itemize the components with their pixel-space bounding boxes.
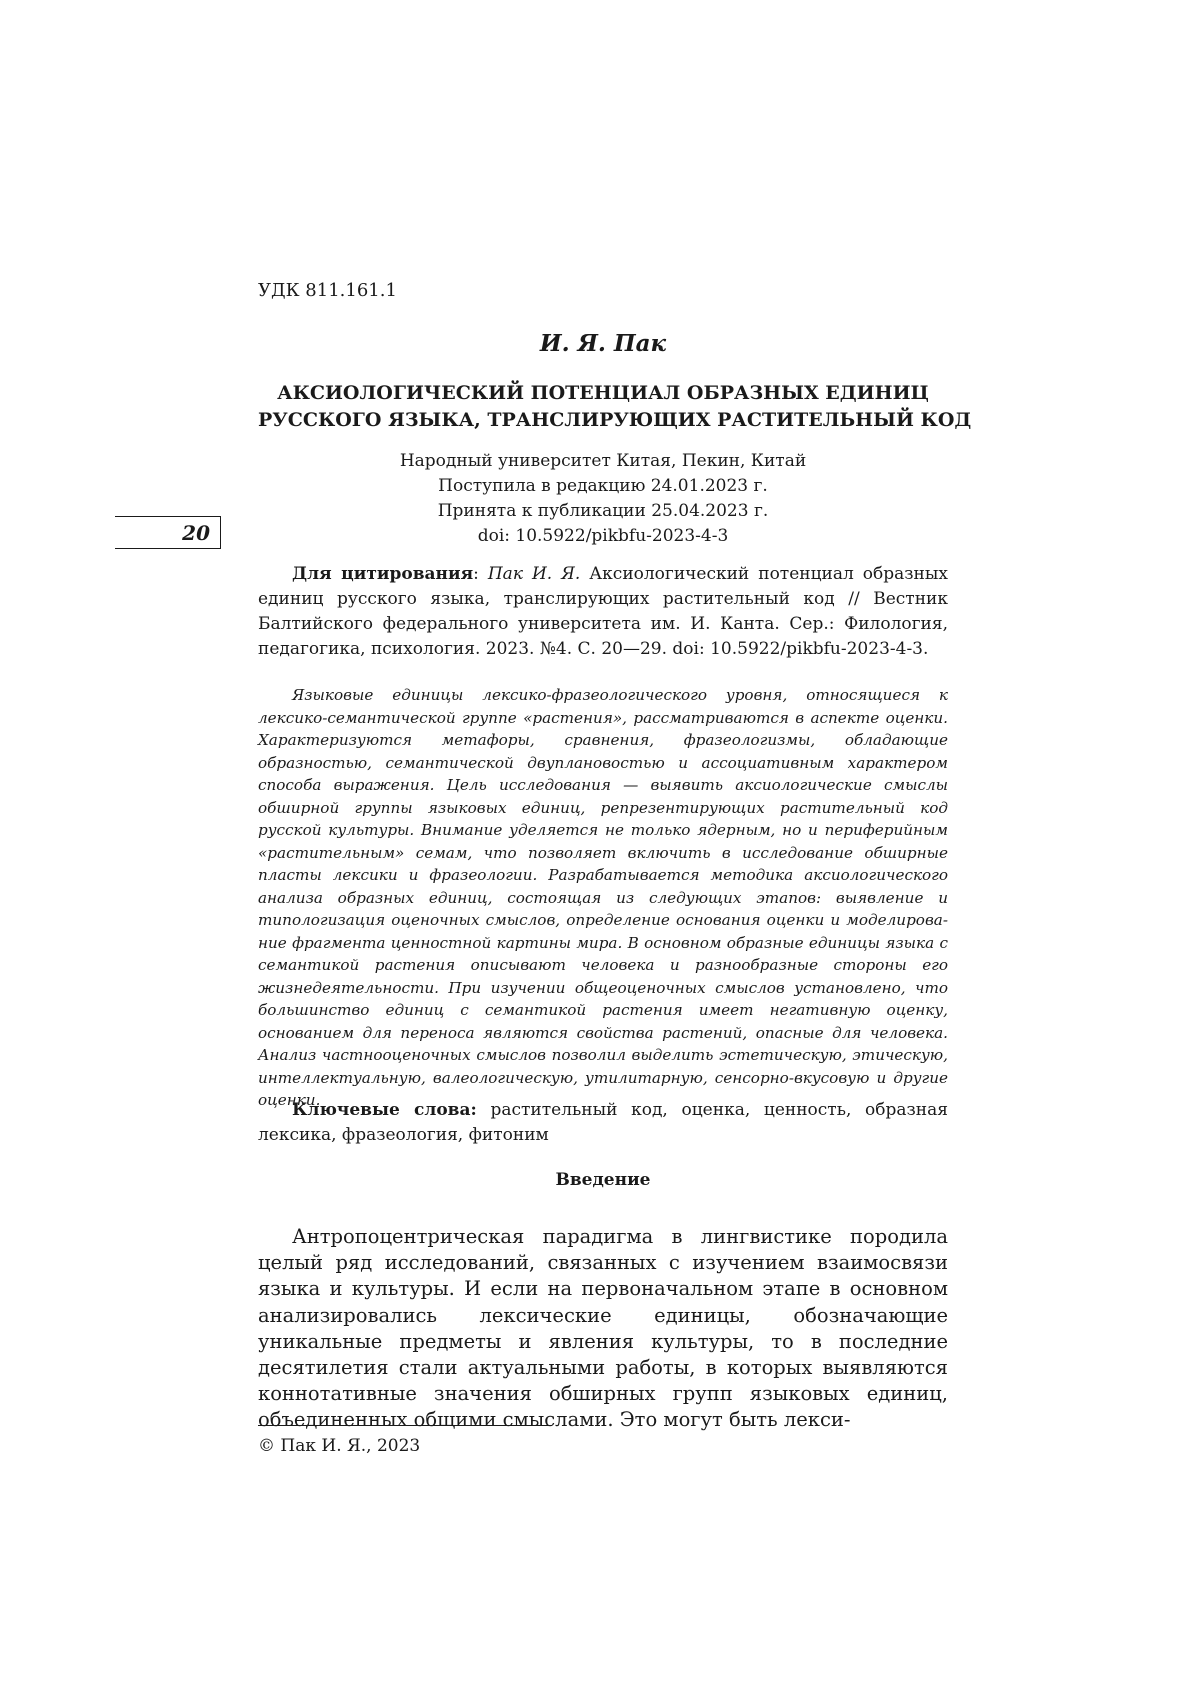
udk-code: УДК 811.161.1 bbox=[258, 280, 397, 301]
keywords bbox=[258, 1098, 948, 1148]
article-meta bbox=[258, 449, 948, 549]
citation-author: Пак И. Я. bbox=[487, 564, 581, 584]
keywords-label: Ключевые слова: bbox=[292, 1100, 477, 1120]
doi: doi: 10.5922/pikbfu-2023-4-3 bbox=[477, 526, 729, 546]
abstract: Языковые единицы лексико-фразеологического уровня, относящиеся к лексико-семантической группе «растения», рассматриваются в аспекте оценки. Характеризуются метафоры, сравнения, фразеологизмы, обладающие образностью, семантической двуплановостью и ассоциативным характером способа выражения. Цель исследования — выявить аксиологические смыслы обширной группы языковых единиц, репрезентирующих растительный код русской культуры. Внимание уделяется не только ядерным, но и периферийным «растительным» семам, что позволяет включить в исследование обширные пласты лексики и фразеологии. Разрабатывается методика аксиологического анализа образных единиц, состоящая из следующих этапов: выявление и типологизация оценочных смыслов, определение основания оценки и моделирование фрагмента ценностной картины мира. В основном образные единицы языка с семантикой растения описывают человека и разнообразные стороны его жизнедеятельности. При изучении общеоценочных смыслов установлено, что большинство единиц с семантикой растения имеет негативную оценку, основанием для переноса являются свойства растений, опасные для человека. Анализ частнооценочных смыслов позволил выделить эстетическую, этическую, интеллектуальную, валеологическую, утилитарную, сенсорно-вкусовую и другие оценки. bbox=[258, 686, 948, 1109]
keywords-text: растительный код, оценка, ценность, образная лексика, фразеология, фитоним bbox=[258, 1100, 948, 1145]
affiliation: Народный университет Китая, Пекин, Китай bbox=[399, 451, 807, 471]
section-heading-introduction: Введение bbox=[555, 1170, 651, 1190]
copyright-notice: © Пак И. Я., 2023 bbox=[258, 1436, 421, 1456]
page-number-box bbox=[115, 516, 221, 549]
received-date: Поступила в редакцию 24.01.2023 г. bbox=[438, 476, 768, 496]
citation-text: Аксиологический потенциал образных единиц русского языка, транслирующих растительный код // Вестник Балтийского федерального университета им. И. Канта. Сер.: Филология, педагогика, психология. 2023. №4. С. 20—29. doi: 10.5922/pikbfu-2023-4-3. bbox=[258, 564, 948, 659]
citation-colon: : bbox=[473, 564, 488, 584]
article-title-line-1: АКСИОЛОГИЧЕСКИЙ ПОТЕНЦИАЛ ОБРАЗНЫХ ЕДИНИЦ bbox=[277, 382, 929, 404]
article-title-line-2: РУССКОГО ЯЗЫКА, ТРАНСЛИРУЮЩИХ РАСТИТЕЛЬНЫЙ КОД bbox=[258, 409, 972, 431]
page-number: 20 bbox=[182, 521, 210, 545]
citation-block bbox=[258, 562, 948, 662]
citation-label: Для цитирования bbox=[292, 564, 474, 584]
article-title bbox=[258, 380, 972, 434]
introduction-paragraph: Антропоцентрическая парадигма в лингвистике породила целый ряд исследований, связанных с изучением взаимосвязи языка и культуры. И если на первоначальном этапе в основном анализировались лексические единицы, обозначающие уникальные предметы и явления культуры, то в последние десятилетия стали актуальными работы, в которых выявляются коннотативные значения обширных групп языковых единиц, объединенных общими смыслами. Это могут быть лекси- bbox=[258, 1225, 948, 1432]
footnote-divider bbox=[258, 1425, 552, 1426]
accepted-date: Принята к публикации 25.04.2023 г. bbox=[437, 501, 769, 521]
article-author: И. Я. Пак bbox=[539, 330, 667, 357]
